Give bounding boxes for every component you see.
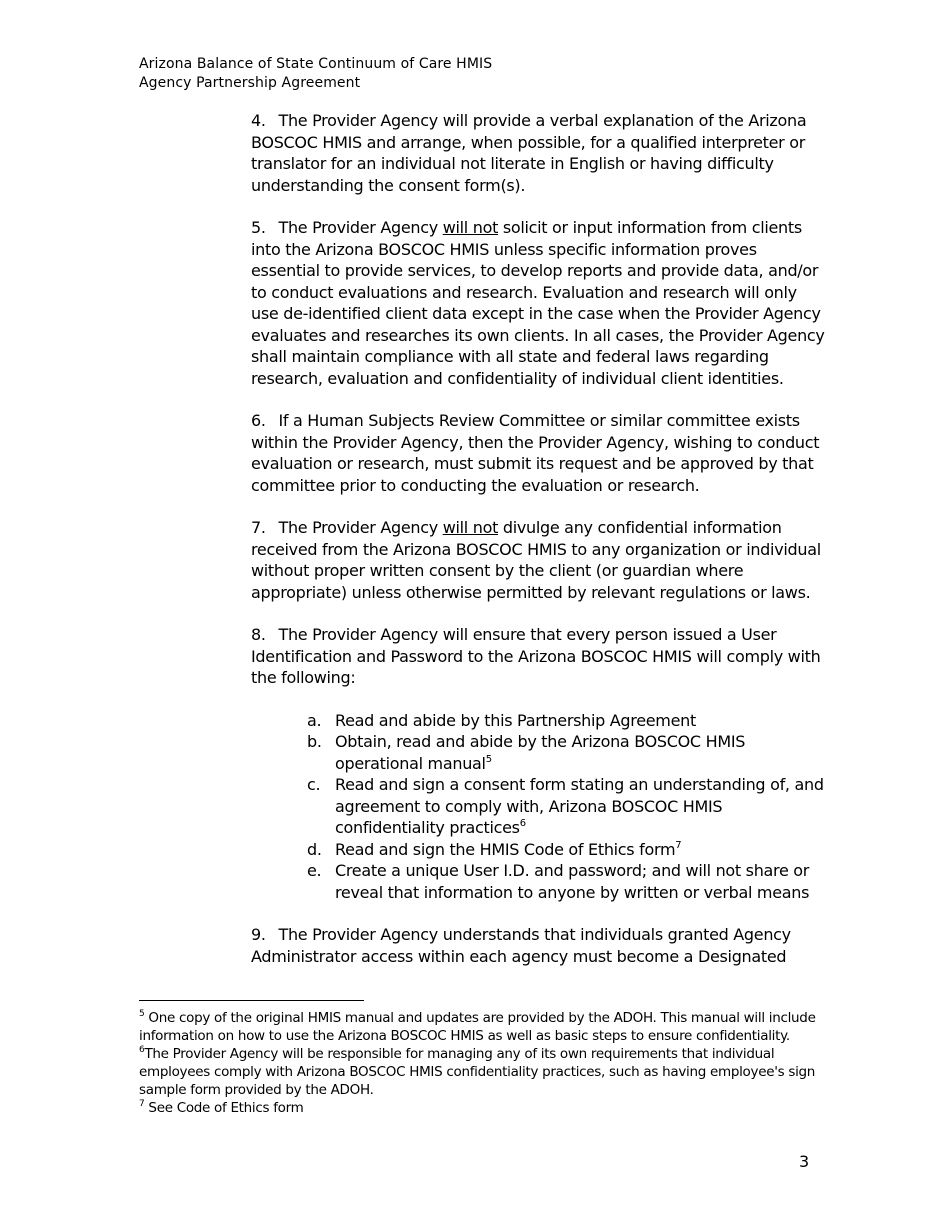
paragraph-text: The Provider Agency will provide a verbal explanation of the Arizona BOSCOC HMIS and arrange, when possible, for a qualified interpreter or translator for an individual not literate in English or having difficulty understanding the consent form(s). [251,111,807,195]
paragraph-text-pre: The Provider Agency [278,518,438,537]
list-letter: b. [307,732,322,751]
footnote-5 [139,1009,819,1045]
footnote-6 [139,1045,819,1099]
footnote-separator [139,1000,364,1001]
paragraph-number: 7. [251,518,266,537]
footnote-text: See Code of Ethics form [144,1100,304,1116]
document-header [139,55,492,93]
list-item-text [335,731,826,774]
requirements-list [251,710,826,904]
footnotes [139,1009,819,1117]
page-number: 3 [799,1152,810,1171]
list-item-text-content: Create a unique User I.D. and password; and will not share or reveal that information to anyone by written or verbal means [335,861,810,902]
list-letter: a. [307,710,322,730]
paragraph-5 [251,217,826,389]
list-item-text-content: Obtain, read and abide by the Arizona BOSCOC HMIS operational manual [335,732,746,773]
header-subtitle: Agency Partnership Agreement [139,75,361,91]
paragraph-text-post: solicit or input information from clients into the Arizona BOSCOC HMIS unless specific information proves essential to provide services, to develop reports and provide data, and/or to conduct evaluations and research. Evaluation and research will only use de-identified client data except in the case when the Provider Agency evaluates and researches its own clients. In all cases, the Provider Agency shall maintain compliance with all state and federal laws regarding research, evaluation and confidentiality of individual client identities. [251,218,825,388]
list-letter: d. [307,839,322,859]
emphasis-will-not: will not [442,518,499,537]
list-letter: c. [307,775,321,794]
document-body [251,110,826,988]
paragraph-number: 4. [251,111,266,130]
list-item-text [335,839,681,861]
list-item-text [335,860,826,903]
footnote-ref: 6 [519,818,526,829]
emphasis-will-not: will not [442,218,499,237]
paragraph-number: 8. [251,625,266,644]
list-item [307,839,826,861]
paragraph-7 [251,517,826,603]
list-item [307,710,826,732]
paragraph-number: 5. [251,218,266,237]
paragraph-text: If a Human Subjects Review Committee or similar committee exists within the Provider Agency, then the Provider Agency, wishing to conduct evaluation or research, must submit its request and be approved by that committee prior to conducting the evaluation or research. [251,411,820,495]
paragraph-number: 6. [251,411,266,430]
paragraph-9 [251,924,826,967]
footnote-mark: 5 [139,1009,145,1019]
list-letter: e. [307,861,322,880]
footnote-text: One copy of the original HMIS manual and updates are provided by the ADOH. This manual will include information on how to use the Arizona BOSCOC HMIS as well as basic steps to ensure confidentiality. [139,1010,816,1044]
list-item [307,860,826,903]
footnote-mark: 7 [139,1099,145,1109]
paragraph-8 [251,624,826,689]
header-title: Arizona Balance of State Continuum of Care HMIS [139,56,493,72]
list-item [307,731,826,774]
paragraph-4 [251,110,826,196]
list-item-text [335,710,696,732]
footnote-7 [139,1099,819,1117]
list-item-text-content: Read and sign the HMIS Code of Ethics form [335,839,676,859]
paragraph-text-post: divulge any confidential information received from the Arizona BOSCOC HMIS to any organization or individual without proper written consent by the client (or guardian where appropriate) unless otherwise permitted by relevant regulations or laws. [251,518,821,602]
footnote-ref: 7 [675,839,682,851]
list-item-text-content: Read and abide by this Partnership Agreement [335,710,696,730]
paragraph-6 [251,410,826,496]
paragraph-number: 9. [251,925,266,944]
paragraph-text: The Provider Agency will ensure that every person issued a User Identification and Password to the Arizona BOSCOC HMIS will comply with the following: [251,625,821,687]
list-item-text [335,774,826,839]
footnote-mark: 6 [139,1045,145,1055]
footnote-text: The Provider Agency will be responsible for managing any of its own requirements that individual employees comply with Arizona BOSCOC HMIS confidentiality practices, such as having employee's sign sample form provided by the ADOH. [139,1046,816,1098]
list-item [307,774,826,839]
footnote-ref: 5 [485,753,492,765]
paragraph-text-pre: The Provider Agency [278,218,438,237]
list-item-text-content: Read and sign a consent form stating an understanding of, and agreement to comply with, Arizona BOSCOC HMIS confidentiality practices [335,775,824,837]
paragraph-text: The Provider Agency understands that individuals granted Agency Administrator access within each agency must become a Designated [251,925,791,966]
